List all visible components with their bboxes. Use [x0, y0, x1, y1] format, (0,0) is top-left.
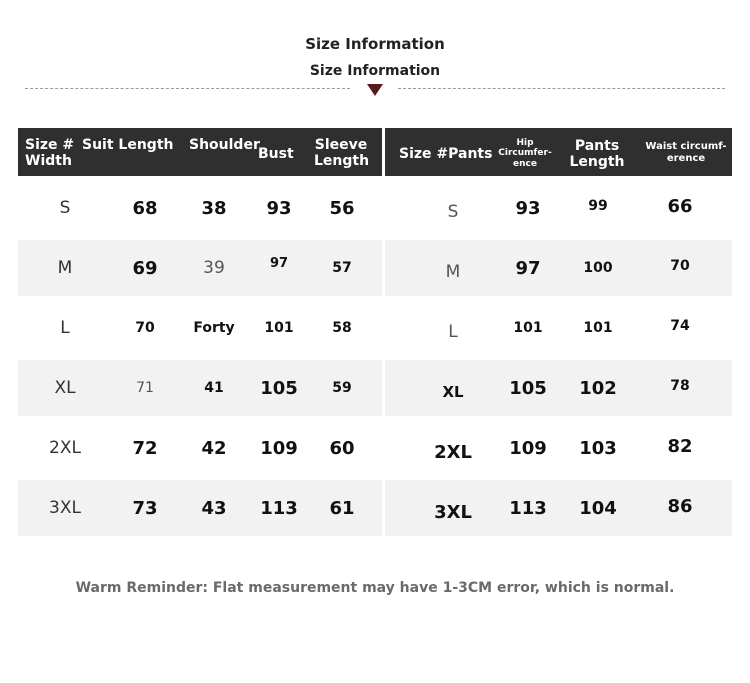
shoulder-width-cell: 38 [201, 197, 227, 219]
suit-size-table [18, 128, 382, 536]
size-cell: 3XL [49, 498, 81, 518]
waist-cell: 70 [670, 258, 690, 274]
pants-header-waist: Waist circumf-erence [645, 141, 727, 164]
pants-table-header [385, 128, 732, 176]
table-row [385, 180, 732, 236]
hip-cell: 109 [509, 437, 547, 459]
suit-length-cell: 71 [136, 380, 154, 396]
sleeve-length-cell: 58 [332, 320, 352, 336]
suit-length-cell: 73 [132, 497, 158, 519]
bust-cell: 101 [264, 320, 294, 336]
page-subtitle: Size Information [309, 63, 441, 79]
table-row [385, 240, 732, 296]
size-cell: M [445, 262, 461, 282]
pants-header-pants-length: Pants Length [569, 138, 625, 171]
pants-length-cell: 103 [579, 437, 617, 459]
divider-left [25, 88, 350, 89]
pants-length-cell: 100 [583, 260, 613, 276]
suit-header-shoulder-width: Shoulder Width [25, 137, 260, 170]
suit-length-cell: 69 [132, 257, 158, 279]
pants-header-hip: Hip Circumfer-ence [498, 138, 552, 169]
table-row [18, 180, 382, 236]
size-cell: 3XL [434, 501, 472, 523]
waist-cell: 66 [667, 195, 693, 217]
table-row [18, 480, 382, 536]
size-cell: S [59, 198, 71, 218]
bust-cell: 97 [269, 255, 289, 271]
size-cell: XL [442, 383, 464, 401]
table-row [385, 300, 732, 356]
shoulder-width-cell: Forty [193, 320, 235, 336]
suit-header-suit-length: Suit Length [82, 137, 174, 153]
shoulder-width-cell: 41 [204, 380, 224, 396]
suit-length-cell: 72 [132, 437, 158, 459]
hip-cell: 113 [509, 497, 547, 519]
triangle-marker-icon [367, 84, 383, 96]
pants-size-table [385, 128, 732, 536]
pants-length-cell: 101 [583, 320, 613, 336]
suit-header-sleeve-length: Sleeve Length [314, 137, 370, 170]
size-cell: M [57, 258, 73, 278]
table-row [18, 240, 382, 296]
suit-header-size: Size # [25, 137, 75, 153]
size-cell: 2XL [434, 441, 472, 463]
shoulder-width-cell: 43 [201, 497, 227, 519]
table-row [385, 480, 732, 536]
waist-cell: 82 [667, 435, 693, 457]
suit-length-cell: 70 [135, 320, 155, 336]
waist-cell: 74 [670, 318, 690, 334]
warm-reminder-note: Warm Reminder: Flat measurement may have 1-3CM error, which is normal. [75, 580, 675, 596]
table-row [385, 420, 732, 476]
sleeve-length-cell: 57 [332, 260, 352, 276]
sleeve-length-cell: 59 [332, 380, 352, 396]
hip-cell: 93 [515, 197, 541, 219]
bust-cell: 105 [260, 377, 298, 399]
size-cell: 2XL [49, 438, 81, 458]
waist-cell: 78 [670, 378, 690, 394]
table-row [385, 360, 732, 416]
page-title: Size Information [305, 35, 445, 53]
suit-header-bust: Bust [258, 146, 294, 162]
sleeve-length-cell: 60 [329, 437, 355, 459]
size-cell: S [447, 202, 459, 222]
table-row [18, 300, 382, 356]
pants-length-cell: 102 [579, 377, 617, 399]
pants-length-cell: 99 [588, 198, 608, 214]
pants-header-size: Size #Pants [399, 146, 493, 162]
table-row [18, 360, 382, 416]
pants-length-cell: 104 [579, 497, 617, 519]
size-cell: XL [54, 378, 76, 398]
size-cell: L [60, 318, 70, 338]
suit-table-header [18, 128, 382, 176]
divider-right [398, 88, 725, 89]
hip-cell: 101 [513, 320, 543, 336]
bust-cell: 113 [260, 497, 298, 519]
hip-cell: 105 [509, 377, 547, 399]
size-cell: L [448, 322, 458, 342]
sleeve-length-cell: 56 [329, 197, 355, 219]
waist-cell: 86 [667, 495, 693, 517]
shoulder-width-cell: 39 [203, 258, 225, 278]
bust-cell: 93 [266, 197, 292, 219]
sleeve-length-cell: 61 [329, 497, 355, 519]
suit-length-cell: 68 [132, 197, 158, 219]
table-row [18, 420, 382, 476]
bust-cell: 109 [260, 437, 298, 459]
shoulder-width-cell: 42 [201, 437, 227, 459]
hip-cell: 97 [515, 257, 541, 279]
